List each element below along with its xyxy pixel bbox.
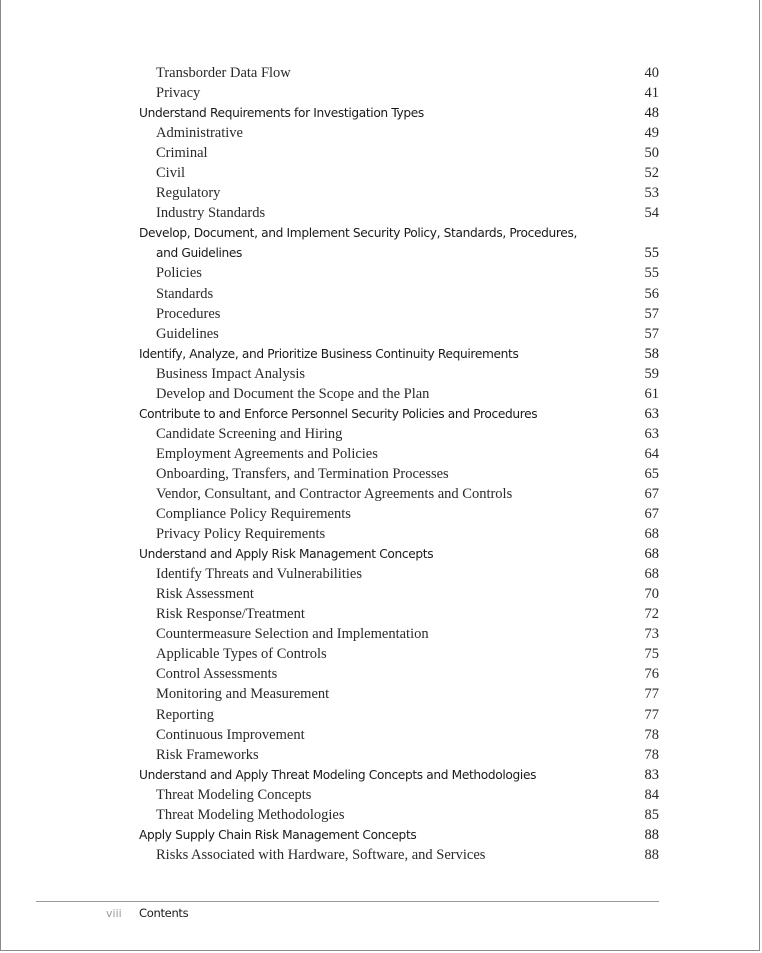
toc-section-entry[interactable] (139, 765, 659, 785)
toc-page-number: 88 (644, 826, 659, 843)
toc-subsection-entry[interactable] (139, 83, 659, 103)
toc-subsection-entry[interactable] (139, 504, 659, 524)
toc-subsection-entry[interactable] (139, 805, 659, 825)
toc-page-number: 57 (644, 325, 659, 342)
toc-subsection-entry[interactable] (139, 143, 659, 163)
toc-page-number: 63 (644, 405, 659, 422)
toc-page-number: 64 (644, 445, 659, 462)
toc-page-number: 55 (644, 245, 659, 262)
toc-page-number: 77 (644, 686, 659, 703)
toc-page-number: 73 (644, 626, 659, 643)
toc-page-number: 48 (644, 105, 659, 122)
toc-subsection-entry[interactable] (139, 684, 659, 704)
toc-section-entry[interactable] (139, 544, 659, 564)
toc-page-number: 53 (644, 185, 659, 202)
toc-entry-title: Identify Threats and Vulnerabilities (156, 566, 362, 583)
toc-entry-title: and Guidelines (156, 246, 243, 261)
toc-subsection-entry[interactable] (139, 705, 659, 725)
toc-entry-title: Guidelines (156, 325, 219, 342)
toc-entry-title: Onboarding, Transfers, and Termination Processes (156, 465, 449, 482)
toc-entry-title: Risk Frameworks (156, 746, 259, 763)
toc-entry-title: Understand and Apply Threat Modeling Concepts and Methodologies (139, 767, 537, 782)
toc-subsection-entry[interactable] (139, 263, 659, 283)
toc-page-number: 49 (644, 125, 659, 142)
toc-subsection-entry[interactable] (139, 163, 659, 183)
toc-subsection-entry[interactable] (139, 845, 659, 865)
toc-entry-title: Privacy Policy Requirements (156, 526, 326, 543)
running-head: Contents (139, 906, 189, 920)
toc-entry-title: Compliance Policy Requirements (156, 506, 351, 523)
toc-section-entry[interactable] (139, 223, 659, 243)
toc-subsection-entry[interactable] (139, 624, 659, 644)
toc-subsection-entry[interactable] (139, 444, 659, 464)
toc-subsection-entry[interactable] (139, 644, 659, 664)
toc-section-entry[interactable] (139, 825, 659, 845)
toc-section-entry[interactable] (139, 404, 659, 424)
toc-page-number: 63 (644, 425, 659, 442)
toc-page-number: 57 (644, 305, 659, 322)
toc-page-number: 40 (644, 65, 659, 81)
toc-page-number: 65 (644, 465, 659, 482)
toc-page-number: 54 (644, 205, 659, 222)
toc-entry-title: Threat Modeling Methodologies (156, 806, 345, 823)
toc-page-number: 70 (644, 586, 659, 603)
toc-entry-title: Identify, Analyze, and Prioritize Business Continuity Requirements (139, 346, 519, 361)
toc-entry-title: Develop and Document the Scope and the Plan (156, 385, 430, 402)
toc-page-number: 67 (644, 506, 659, 523)
toc-page-number: 55 (644, 265, 659, 282)
toc-entry-title: Procedures (156, 305, 221, 322)
toc-page-number: 61 (644, 385, 659, 402)
toc-section-entry[interactable] (139, 344, 659, 364)
toc-entry-title: Contribute to and Enforce Personnel Security Policies and Procedures (139, 406, 538, 421)
footer-rule (36, 901, 659, 902)
toc-entry-title: Apply Supply Chain Risk Management Concepts (139, 827, 417, 842)
toc-subsection-entry[interactable] (139, 524, 659, 544)
toc-entry-title: Regulatory (156, 185, 221, 202)
toc-page-number: 85 (644, 806, 659, 823)
toc-page-number: 83 (644, 766, 659, 783)
toc-entry-title: Industry Standards (156, 205, 266, 222)
toc-entry-title: Criminal (156, 145, 208, 162)
toc-page-number: 59 (644, 365, 659, 382)
toc-subsection-entry[interactable] (139, 183, 659, 203)
toc-entry-title: Continuous Improvement (156, 726, 305, 743)
toc-entry-title: Candidate Screening and Hiring (156, 425, 343, 442)
toc-section-entry[interactable] (139, 103, 659, 123)
toc-entry-title: Employment Agreements and Policies (156, 445, 378, 462)
toc-entry-title: Standards (156, 285, 214, 302)
toc-page-number: 78 (644, 726, 659, 743)
toc-subsection-entry[interactable] (139, 604, 659, 624)
toc-subsection-entry[interactable] (139, 424, 659, 444)
toc-entry-title: Civil (156, 165, 186, 182)
toc-page-number: 56 (644, 285, 659, 302)
toc-page-number: 41 (644, 85, 659, 102)
toc-subsection-entry[interactable] (139, 324, 659, 344)
toc-subsection-entry[interactable] (139, 664, 659, 684)
toc-entry-title: Reporting (156, 706, 214, 723)
toc-subsection-entry[interactable] (139, 304, 659, 324)
toc-page-number: 58 (644, 345, 659, 362)
toc-subsection-entry[interactable] (139, 464, 659, 484)
toc-subsection-entry[interactable] (139, 564, 659, 584)
toc-entry-title: Risk Response/Treatment (156, 606, 305, 623)
toc-subsection-entry[interactable] (139, 725, 659, 745)
toc-entry-title: Policies (156, 265, 202, 282)
toc-entry-title: Applicable Types of Controls (156, 646, 327, 663)
toc-entry-title: Threat Modeling Concepts (156, 786, 312, 803)
toc-subsection-entry[interactable] (139, 63, 659, 83)
toc-page-number: 84 (644, 786, 659, 803)
toc-entry-title: Understand Requirements for Investigation Types (139, 106, 424, 121)
toc-page-number: 52 (644, 165, 659, 182)
toc-page-number: 68 (644, 566, 659, 583)
toc-subsection-entry[interactable] (139, 384, 659, 404)
table-of-contents (139, 63, 659, 865)
toc-subsection-entry[interactable] (139, 203, 659, 223)
toc-entry-title: Monitoring and Measurement (156, 686, 330, 703)
toc-entry-title: Risks Associated with Hardware, Software, and Services (156, 846, 486, 863)
toc-entry-title: Business Impact Analysis (156, 365, 306, 382)
toc-page-number: 50 (644, 145, 659, 162)
toc-subsection-entry[interactable] (139, 123, 659, 143)
toc-entry-title: Administrative (156, 125, 243, 142)
toc-entry-title: Vendor, Consultant, and Contractor Agreements and Controls (156, 485, 513, 502)
page-folio: viii (106, 907, 122, 920)
toc-entry-title: Privacy (156, 85, 201, 102)
toc-subsection-entry[interactable] (139, 284, 659, 304)
toc-page-number: 68 (644, 526, 659, 543)
toc-subsection-entry[interactable] (139, 745, 659, 765)
toc-entry-title: Control Assessments (156, 666, 278, 683)
toc-page-number: 76 (644, 666, 659, 683)
toc-subsection-entry[interactable] (139, 785, 659, 805)
toc-subsection-entry[interactable] (139, 364, 659, 384)
toc-section-entry[interactable] (139, 243, 659, 263)
toc-subsection-entry[interactable] (139, 484, 659, 504)
toc-entry-title: Develop, Document, and Implement Security Policy, Standards, Procedures, (139, 226, 577, 241)
toc-page-number: 78 (644, 746, 659, 763)
toc-page-number: 68 (644, 546, 659, 563)
toc-page-number: 72 (644, 606, 659, 623)
toc-page-number: 67 (644, 485, 659, 502)
toc-entry-title: Risk Assessment (156, 586, 254, 603)
toc-entry-title: Understand and Apply Risk Management Concepts (139, 547, 434, 562)
toc-page-number: 77 (644, 706, 659, 723)
toc-entry-title: Countermeasure Selection and Implementation (156, 626, 429, 643)
toc-page-number: 88 (644, 846, 659, 863)
toc-page-number: 75 (644, 646, 659, 663)
toc-entry-title: Transborder Data Flow (156, 65, 291, 81)
toc-subsection-entry[interactable] (139, 584, 659, 604)
